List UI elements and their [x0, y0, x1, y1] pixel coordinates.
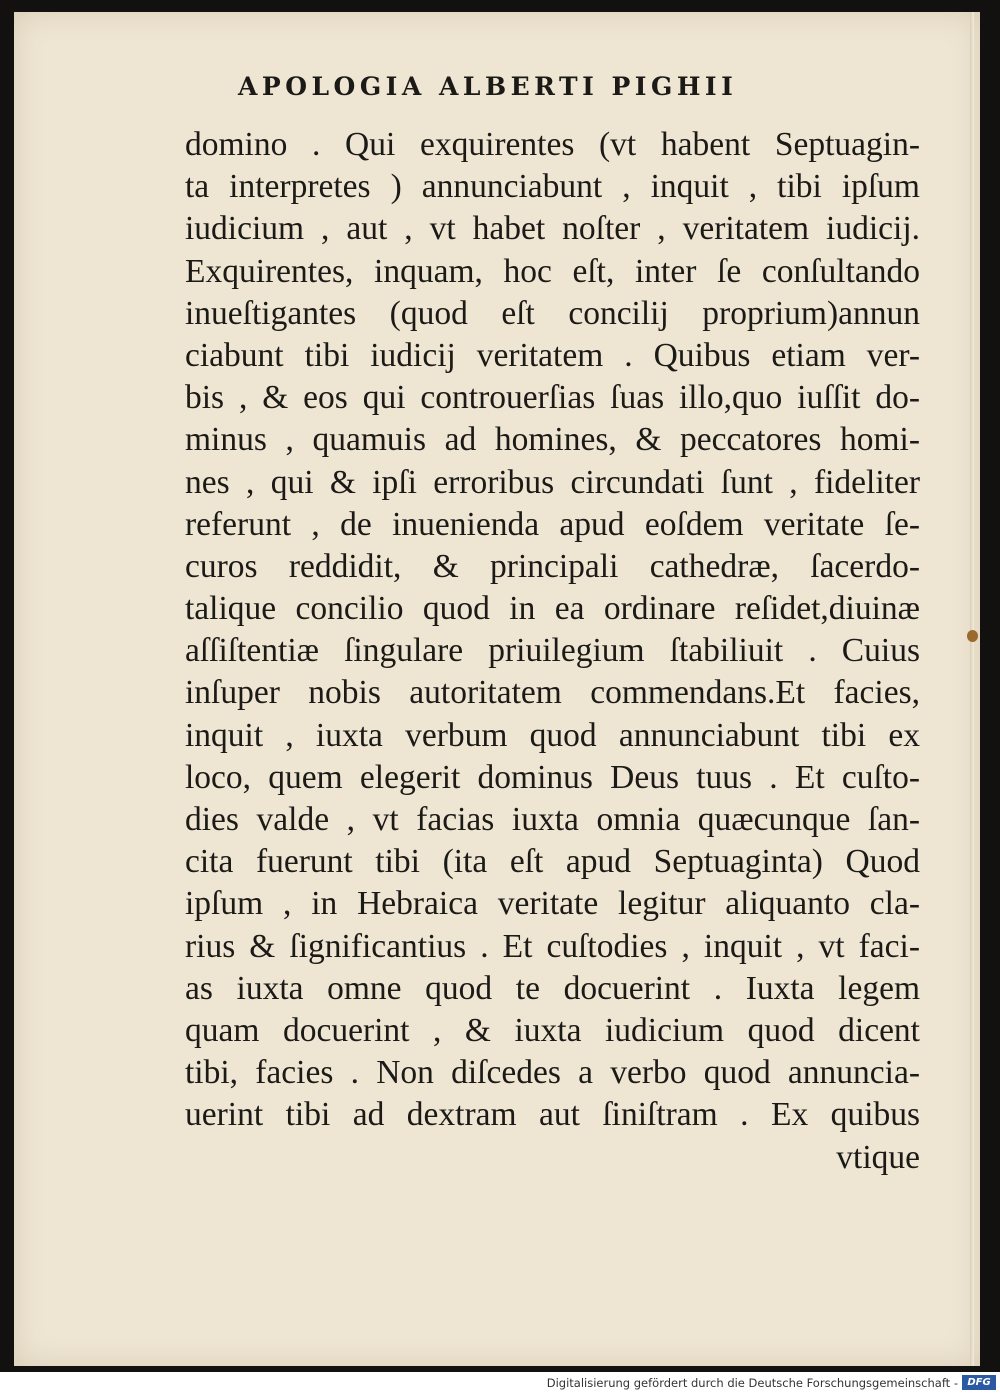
catchword: vtique [836, 1138, 920, 1176]
text-line: uerint tibi ad dextram aut ſiniſtram . Ex quibus [185, 1096, 920, 1134]
text-line: rius & ſignificantius . Et cuſtodies , inquit , vt faci- [185, 927, 920, 965]
dfg-logo: DFG [962, 1375, 996, 1390]
margin-ink-spot [967, 630, 978, 642]
text-line: loco, quem elegerit dominus Deus tuus . Et cuſto- [185, 758, 920, 796]
text-line: referunt , de inuenienda apud eoſdem veritate ſe- [185, 505, 920, 543]
text-line: dies valde , vt facias iuxta omnia quæcunque ſan- [185, 801, 920, 838]
body-text [185, 124, 920, 1179]
text-line: inueſtigantes (quod eſt concilij proprium)annun [185, 294, 920, 332]
text-line: inquit , iuxta verbum quod annunciabunt tibi ex [185, 716, 920, 754]
text-line: Exquirentes, inquam, hoc eſt, inter ſe conſultando [185, 252, 920, 290]
text-line: aſſiſtentiæ ſingulare priuilegium ſtabiliuit . Cuius [185, 632, 920, 670]
text-line: quam docuerint , & iuxta iudicium quod dicent [185, 1011, 920, 1049]
text-line: talique concilio quod in ea ordinare reſidet,diuinæ [185, 590, 920, 628]
text-line: as iuxta omne quod te docuerint . Iuxta legem [185, 969, 920, 1007]
text-line: inſuper nobis autoritatem commendans.Et facies, [185, 674, 920, 712]
text-line: bis , & eos qui controuerſias ſuas illo,quo iuſſit do- [185, 379, 920, 417]
text-line: cita fuerunt tibi (ita eſt apud Septuaginta) Quod [185, 843, 920, 881]
text-line: ta interpretes ) annunciabunt , inquit , tibi ipſum [185, 168, 920, 206]
text-line: ciabunt tibi iudicij veritatem . Quibus etiam ver- [185, 336, 920, 374]
running-head: APOLOGIA ALBERTI PIGHII [238, 72, 738, 101]
text-line: tibi, facies . Non diſcedes a verbo quod annuncia- [185, 1054, 920, 1092]
text-line: iudicium , aut , vt habet noſter , veritatem iudicij. [185, 210, 920, 248]
text-line: minus , quamuis ad homines, & peccatores homi- [185, 421, 920, 459]
text-line: nes , qui & ipſi erroribus circundati ſunt , fideliter [185, 463, 920, 501]
page-edge [970, 12, 974, 1366]
text-line: domino . Qui exquirentes (vt habent Septuagin- [185, 126, 920, 163]
text-line: ipſum , in Hebraica veritate legitur aliquanto cla- [185, 885, 920, 923]
digitization-credit: Digitalisierung gefördert durch die Deutsche Forschungsgemeinschaft - [546, 1376, 958, 1390]
text-line: curos reddidit, & principali cathedræ, ſacerdo- [185, 547, 920, 585]
